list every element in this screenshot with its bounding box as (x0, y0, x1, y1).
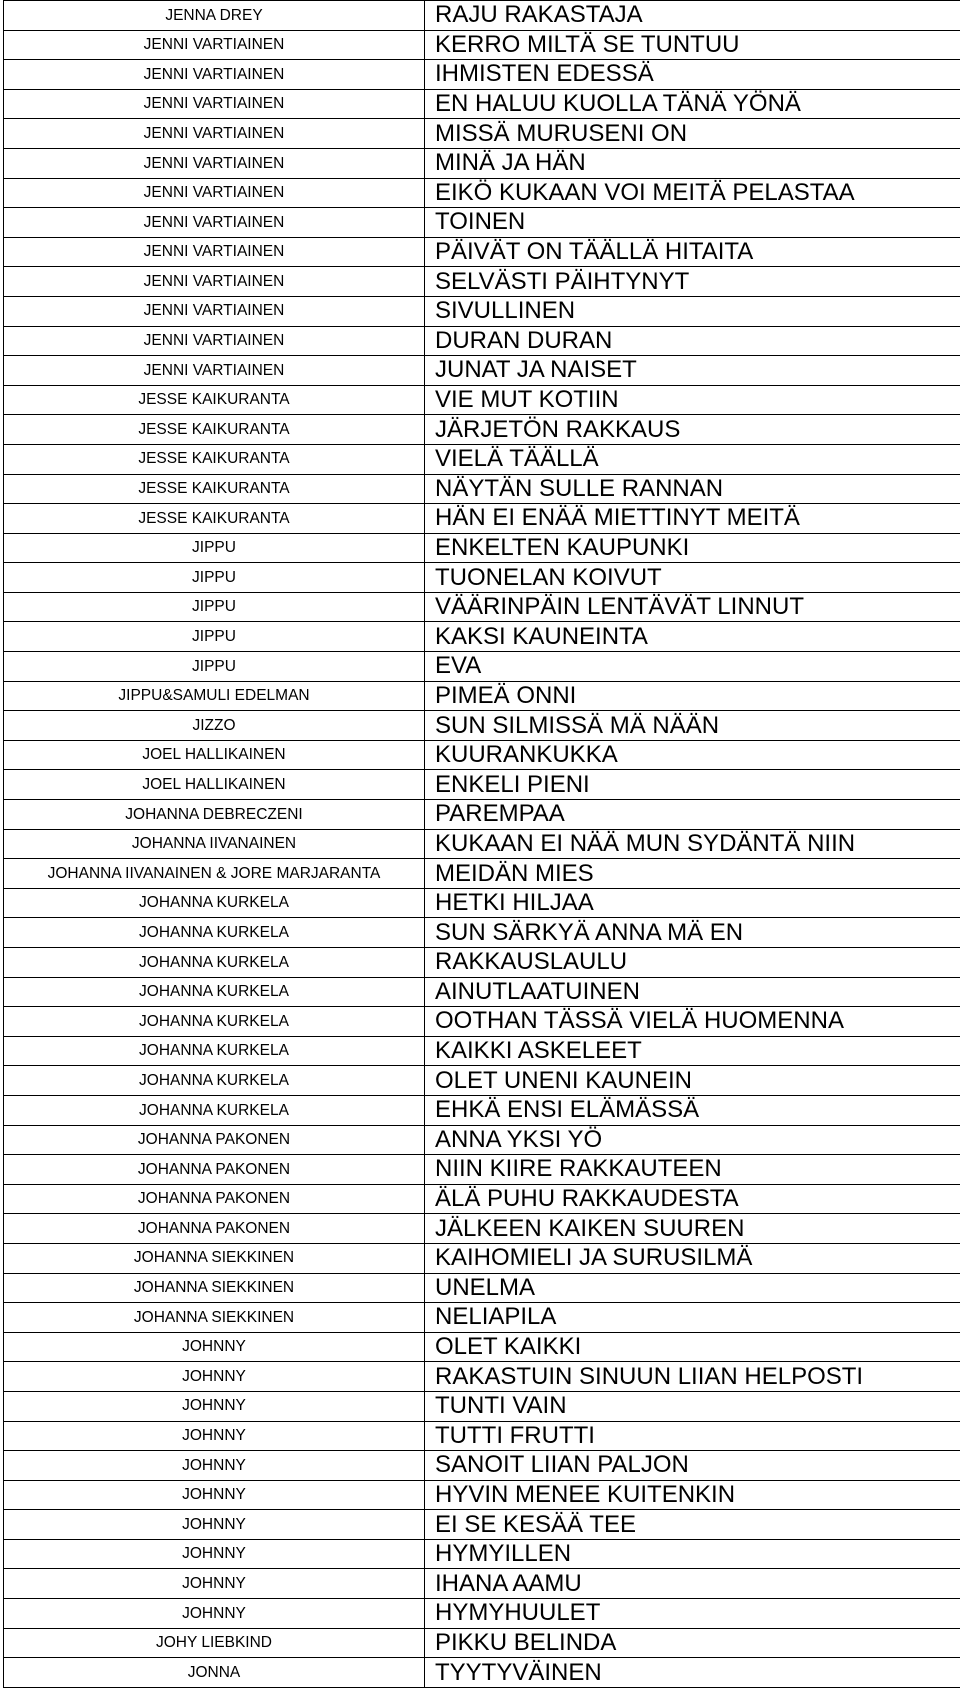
artist-cell: JOHNNY (4, 1599, 425, 1629)
artist-cell: JOHNNY (4, 1391, 425, 1421)
table-row (4, 859, 960, 889)
artist-cell: JENNI VARTIAINEN (4, 356, 425, 386)
table-row (4, 1539, 960, 1569)
song-title-cell: HYMYILLEN (425, 1539, 960, 1569)
table-row (4, 1480, 960, 1510)
table-row (4, 829, 960, 859)
song-title-cell: PAREMPAA (425, 800, 960, 830)
table-row (4, 60, 960, 90)
table-row (4, 1095, 960, 1125)
song-title-cell: JUNAT JA NAISET (425, 356, 960, 386)
artist-cell: JOHNNY (4, 1332, 425, 1362)
artist-cell: JENNA DREY (4, 1, 425, 31)
artist-cell: JOHANNA IIVANAINEN & JORE MARJARANTA (4, 859, 425, 889)
song-title-cell: EN HALUU KUOLLA TÄNÄ YÖNÄ (425, 89, 960, 119)
song-title-cell: SANOIT LIIAN PALJON (425, 1451, 960, 1481)
table-row (4, 800, 960, 830)
song-title-cell: JÄRJETÖN RAKKAUS (425, 415, 960, 445)
song-title-cell: NÄYTÄN SULLE RANNAN (425, 474, 960, 504)
song-title-cell: HYVIN MENEE KUITENKIN (425, 1480, 960, 1510)
song-title-cell: KAKSI KAUNEINTA (425, 622, 960, 652)
artist-cell: JOHANNA PAKONEN (4, 1214, 425, 1244)
artist-cell: JENNI VARTIAINEN (4, 326, 425, 356)
song-title-cell: EI SE KESÄÄ TEE (425, 1510, 960, 1540)
table-row (4, 770, 960, 800)
artist-cell: JOHNNY (4, 1451, 425, 1481)
song-title-cell: SUN SÄRKYÄ ANNA MÄ EN (425, 918, 960, 948)
artist-cell: JESSE KAIKURANTA (4, 444, 425, 474)
table-row (4, 681, 960, 711)
artist-cell: JENNI VARTIAINEN (4, 237, 425, 267)
song-title-cell: RAKKAUSLAULU (425, 948, 960, 978)
artist-cell: JIPPU&SAMULI EDELMAN (4, 681, 425, 711)
artist-cell: JENNI VARTIAINEN (4, 89, 425, 119)
table-row (4, 385, 960, 415)
table-row (4, 1421, 960, 1451)
artist-cell: JIPPU (4, 592, 425, 622)
song-title-cell: HÄN EI ENÄÄ MIETTINYT MEITÄ (425, 504, 960, 534)
artist-cell: JOHANNA KURKELA (4, 948, 425, 978)
artist-cell: JOHANNA KURKELA (4, 918, 425, 948)
table-row (4, 267, 960, 297)
table-row (4, 1362, 960, 1392)
table-row (4, 119, 960, 149)
song-title-cell: KUKAAN EI NÄÄ MUN SYDÄNTÄ NIIN (425, 829, 960, 859)
song-title-cell: SUN SILMISSÄ MÄ NÄÄN (425, 711, 960, 741)
table-row (4, 977, 960, 1007)
artist-cell: JENNI VARTIAINEN (4, 60, 425, 90)
artist-cell: JENNI VARTIAINEN (4, 296, 425, 326)
table-row (4, 1569, 960, 1599)
artist-cell: JOHANNA IIVANAINEN (4, 829, 425, 859)
song-title-cell: TUNTI VAIN (425, 1391, 960, 1421)
song-title-cell: MISSÄ MURUSENI ON (425, 119, 960, 149)
artist-cell: JENNI VARTIAINEN (4, 178, 425, 208)
song-title-cell: KERRO MILTÄ SE TUNTUU (425, 30, 960, 60)
table-row (4, 948, 960, 978)
song-title-cell: PIKKU BELINDA (425, 1628, 960, 1658)
table-row (4, 918, 960, 948)
song-title-cell: EVA (425, 652, 960, 682)
table-row (4, 711, 960, 741)
artist-cell: JOHNNY (4, 1362, 425, 1392)
song-title-cell: HYMYHUULET (425, 1599, 960, 1629)
artist-cell: JOHANNA KURKELA (4, 1095, 425, 1125)
song-title-cell: IHMISTEN EDESSÄ (425, 60, 960, 90)
artist-cell: JOHANNA KURKELA (4, 1066, 425, 1096)
artist-cell: JOHNNY (4, 1480, 425, 1510)
song-title-cell: OOTHAN TÄSSÄ VIELÄ HUOMENNA (425, 1007, 960, 1037)
song-title-cell: VIE MUT KOTIIN (425, 385, 960, 415)
song-title-cell: OLET UNENI KAUNEIN (425, 1066, 960, 1096)
artist-cell: JOHANNA DEBRECZENI (4, 800, 425, 830)
table-row (4, 1243, 960, 1273)
song-title-cell: MINÄ JA HÄN (425, 148, 960, 178)
artist-cell: JOEL HALLIKAINEN (4, 740, 425, 770)
artist-cell: JOEL HALLIKAINEN (4, 770, 425, 800)
table-row (4, 1155, 960, 1185)
song-title-cell: PÄIVÄT ON TÄÄLLÄ HITAITA (425, 237, 960, 267)
table-row (4, 415, 960, 445)
artist-cell: JOHANNA PAKONEN (4, 1125, 425, 1155)
table-row (4, 1214, 960, 1244)
artist-cell: JENNI VARTIAINEN (4, 208, 425, 238)
table-row (4, 30, 960, 60)
table-row (4, 1451, 960, 1481)
table-row (4, 1007, 960, 1037)
table-row (4, 208, 960, 238)
song-title-cell: NIIN KIIRE RAKKAUTEEN (425, 1155, 960, 1185)
song-title-cell: DURAN DURAN (425, 326, 960, 356)
table-row (4, 444, 960, 474)
song-title-cell: AINUTLAATUINEN (425, 977, 960, 1007)
song-title-cell: TOINEN (425, 208, 960, 238)
artist-cell: JOHANNA KURKELA (4, 1007, 425, 1037)
table-row (4, 1658, 960, 1688)
table-row (4, 1303, 960, 1333)
artist-cell: JIZZO (4, 711, 425, 741)
song-title-cell: TUTTI FRUTTI (425, 1421, 960, 1451)
song-title-cell: SIVULLINEN (425, 296, 960, 326)
table-row (4, 474, 960, 504)
artist-cell: JIPPU (4, 652, 425, 682)
table-row (4, 563, 960, 593)
song-title-cell: HETKI HILJAA (425, 888, 960, 918)
table-row (4, 237, 960, 267)
table-row (4, 326, 960, 356)
song-title-cell: TYYTYVÄINEN (425, 1658, 960, 1688)
table-row (4, 740, 960, 770)
artist-cell: JOHANNA SIEKKINEN (4, 1273, 425, 1303)
song-title-cell: JÄLKEEN KAIKEN SUUREN (425, 1214, 960, 1244)
table-row (4, 622, 960, 652)
song-title-cell: ÄLÄ PUHU RAKKAUDESTA (425, 1184, 960, 1214)
artist-cell: JESSE KAIKURANTA (4, 415, 425, 445)
table-row (4, 1628, 960, 1658)
table-row (4, 1066, 960, 1096)
artist-cell: JOHANNA PAKONEN (4, 1184, 425, 1214)
song-title-cell: EHKÄ ENSI ELÄMÄSSÄ (425, 1095, 960, 1125)
artist-cell: JOHANNA SIEKKINEN (4, 1303, 425, 1333)
table-row (4, 356, 960, 386)
table-row (4, 1273, 960, 1303)
song-title-cell: EIKÖ KUKAAN VOI MEITÄ PELASTAA (425, 178, 960, 208)
table-row (4, 652, 960, 682)
artist-cell: JENNI VARTIAINEN (4, 119, 425, 149)
song-title-cell: RAJU RAKASTAJA (425, 1, 960, 31)
artist-cell: JENNI VARTIAINEN (4, 148, 425, 178)
song-title-cell: PIMEÄ ONNI (425, 681, 960, 711)
artist-cell: JOHNNY (4, 1539, 425, 1569)
artist-cell: JIPPU (4, 563, 425, 593)
table-row (4, 533, 960, 563)
table-row (4, 1125, 960, 1155)
artist-cell: JESSE KAIKURANTA (4, 385, 425, 415)
song-title-cell: KAIHOMIELI JA SURUSILMÄ (425, 1243, 960, 1273)
artist-cell: JIPPU (4, 622, 425, 652)
song-title-cell: ENKELI PIENI (425, 770, 960, 800)
song-title-cell: ANNA YKSI YÖ (425, 1125, 960, 1155)
artist-cell: JOHANNA KURKELA (4, 1036, 425, 1066)
artist-cell: JOHANNA SIEKKINEN (4, 1243, 425, 1273)
song-title-cell: VIELÄ TÄÄLLÄ (425, 444, 960, 474)
song-title-cell: RAKASTUIN SINUUN LIIAN HELPOSTI (425, 1362, 960, 1392)
artist-cell: JOHANNA KURKELA (4, 888, 425, 918)
song-title-cell: ENKELTEN KAUPUNKI (425, 533, 960, 563)
artist-cell: JOHNNY (4, 1569, 425, 1599)
table-row (4, 1, 960, 31)
song-title-cell: NELIAPILA (425, 1303, 960, 1333)
song-title-cell: KAIKKI ASKELEET (425, 1036, 960, 1066)
artist-cell: JONNA (4, 1658, 425, 1688)
table-row (4, 888, 960, 918)
song-list-table (3, 0, 960, 1688)
artist-cell: JOHY LIEBKIND (4, 1628, 425, 1658)
table-row (4, 1036, 960, 1066)
artist-cell: JIPPU (4, 533, 425, 563)
artist-cell: JESSE KAIKURANTA (4, 504, 425, 534)
table-row (4, 89, 960, 119)
song-title-cell: UNELMA (425, 1273, 960, 1303)
song-list-body (4, 1, 960, 1688)
song-title-cell: SELVÄSTI PÄIHTYNYT (425, 267, 960, 297)
table-row (4, 1599, 960, 1629)
artist-cell: JOHNNY (4, 1421, 425, 1451)
song-title-cell: KUURANKUKKA (425, 740, 960, 770)
table-row (4, 1184, 960, 1214)
artist-cell: JENNI VARTIAINEN (4, 267, 425, 297)
song-title-cell: OLET KAIKKI (425, 1332, 960, 1362)
table-row (4, 592, 960, 622)
table-row (4, 1510, 960, 1540)
artist-cell: JOHANNA KURKELA (4, 977, 425, 1007)
table-row (4, 296, 960, 326)
artist-cell: JOHNNY (4, 1510, 425, 1540)
song-title-cell: MEIDÄN MIES (425, 859, 960, 889)
song-title-cell: TUONELAN KOIVUT (425, 563, 960, 593)
artist-cell: JESSE KAIKURANTA (4, 474, 425, 504)
table-row (4, 1391, 960, 1421)
table-row (4, 178, 960, 208)
artist-cell: JENNI VARTIAINEN (4, 30, 425, 60)
table-row (4, 1332, 960, 1362)
table-row (4, 148, 960, 178)
artist-cell: JOHANNA PAKONEN (4, 1155, 425, 1185)
song-title-cell: IHANA AAMU (425, 1569, 960, 1599)
song-title-cell: VÄÄRINPÄIN LENTÄVÄT LINNUT (425, 592, 960, 622)
table-row (4, 504, 960, 534)
